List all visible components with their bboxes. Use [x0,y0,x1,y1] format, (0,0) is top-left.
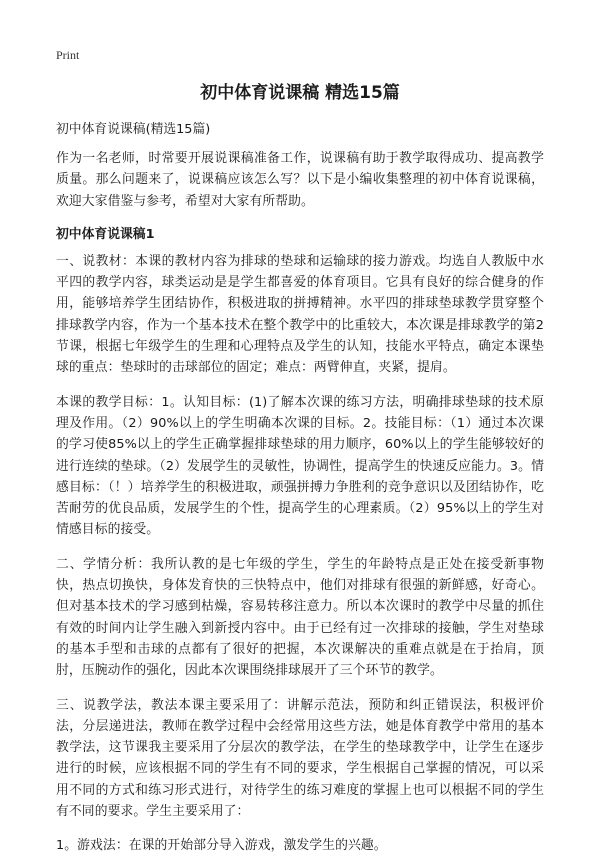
section-heading: 初中体育说课稿1 [56,226,155,242]
document-title: 初中体育说课稿 精选15篇 [200,83,400,103]
materials-paragraph: 一、说教材：本课的教材内容为排球的垫球和运输球的接力游戏。均选自人教版中水平四的教学内容，球类运动是是学生都喜爱的体育项目。它具有良好的综合健身的作用，能够培养学生团结协作，积极进取的拼搏精神。水平四的排球垫球教学贯穿整个排球教学内容，作为一个基本技术在整个教学中的比重较大，本次课是排球教学的第2节课，根据七年级学生的生理和心理特点及学生的认知，技能水平特点，确定本课垫球的重点：垫球时的击球部位的固定；难点：两臂伸直，夹紧，提肩。 [56,253,544,376]
students-paragraph: 二、学情分析：我所认教的是七年级的学生，学生的年龄特点是正处在接受新事物快，热点切换快，身体发育快的三快特点中，他们对排球有很强的新鲜感，好奇心。但对基本技术的学习感到枯燥，容易转移注意力。所以本次课时的教学中尽量的抓住有效的时间内让学生融入到新授内容中。由于已经有过一次排球的接触，学生对垫球的基本手型和击球的点都有了很好的把握，本次课解决的重难点就是在于抬肩，顶肘，压腕动作的强化，因此本次课围绕排球展开了三个环节的教学。 [56,556,544,679]
document-body [56,120,544,857]
game-method-paragraph: 1。游戏法：在课的开始部分导入游戏，激发学生的兴趣。 [56,838,387,854]
objectives-paragraph: 本课的教学目标：1。认知目标：(1)了解本次课的练习方法，明确排球垫球的技术原理及作用。（2）90%以上的学生明确本次课的目标。2。技能目标：（1）通过本次课的学习使85%以上的学生正确掌握排球垫球的用力顺序，60%以上的学生能够较好的进行连续的垫球。（2）发展学生的灵敏性，协调性，提高学生的快速反应能力。3。情感目标：（！）培养学生的积极进取，顽强拼搏力争胜利的竞争意识以及团结协作，吃苦耐劳的优良品质，发展学生的个性，提高学生的心理素质。（2）95%以上的学生对情感目标的接受。 [56,394,544,538]
document-subtitle: 初中体育说课稿(精选15篇) [56,122,211,137]
print-link[interactable]: Print [56,48,80,62]
methods-paragraph: 三、说教学法，教法本课主要采用了：讲解示范法，预防和纠正错误法，积极评价法，分层递进法，教师在教学过程中会经常用这些方法，她是体育教学中常用的基本教学法，这节课我主要采用了分层次的教学法，在学生的垫球教学中，让学生在逐步进行的时候，应该根据不同的学生有不同的要求，学生根据自己掌握的情况，可以采用不同的方式和练习形式进行，对待学生的练习难度的掌握上也可以根据不同的学生有不同的要求。学生主要采用了： [56,697,544,820]
intro-paragraph: 作为一名老师，时常要开展说课稿准备工作，说课稿有助于教学取得成功、提高教学质量。那么问题来了，说课稿应该怎么写？以下是小编收集整理的初中体育说课稿，欢迎大家借鉴与参考，希望对大家有所帮助。 [56,151,544,209]
